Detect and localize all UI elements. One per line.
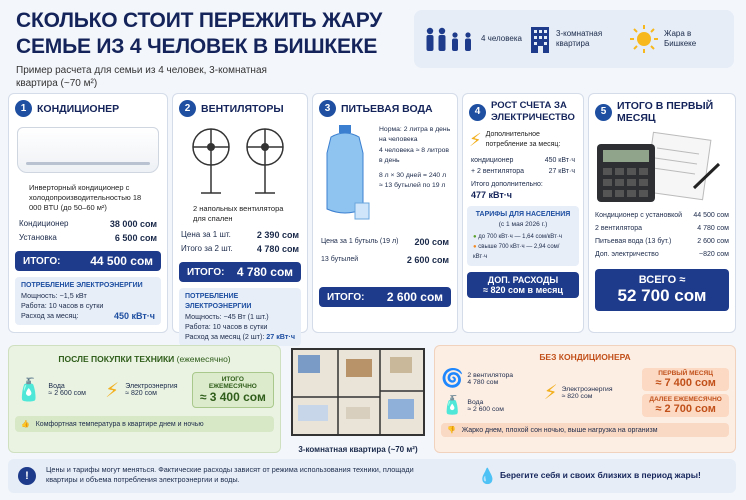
monthly-total-value: ≈ 3 400 сом bbox=[199, 390, 266, 404]
fans-kwh-label: + 2 вентилятора bbox=[471, 168, 525, 175]
water-daily: 4 человека ≈ 8 литров в день bbox=[379, 147, 450, 164]
energy-info bbox=[179, 288, 301, 346]
tariff-low: до 700 кВт·ч — 1,64 сом/кВт·ч bbox=[478, 234, 562, 240]
tariff-heading: ТАРИФЫ ДЛЯ НАСЕЛЕНИЯ bbox=[475, 211, 571, 218]
no-ac-fans-label: 2 вентилятора bbox=[467, 371, 514, 379]
monthly-total-box bbox=[192, 372, 274, 408]
legend-heat bbox=[629, 24, 724, 54]
extra-total-value: 477 кВт·ч bbox=[471, 190, 513, 200]
extra-costs-label: ДОП. РАСХОДЫ bbox=[487, 275, 559, 285]
install-label: Установка bbox=[19, 233, 57, 242]
tariff-high: свыше 700 кВт·ч — 2,94 сом/кВт·ч bbox=[473, 244, 560, 260]
energy-power: Мощность: ~1,5 кВт bbox=[21, 291, 87, 300]
step-number: 3 bbox=[319, 100, 336, 117]
water-bottle-icon: 🧴 bbox=[15, 377, 43, 402]
sum-water-label: Питьевая вода (13 бут.) bbox=[595, 238, 672, 245]
extra-total-label: Итого дополнительно: bbox=[471, 181, 543, 188]
total-bar bbox=[15, 251, 161, 271]
card-title: КОНДИЦИОНЕР bbox=[37, 102, 120, 115]
tariff-low-dot: ● bbox=[473, 234, 477, 240]
fan-price-value: 2 390 сом bbox=[256, 230, 299, 240]
total-bar bbox=[319, 287, 451, 307]
card-fans bbox=[172, 93, 308, 341]
floor-plan-icon bbox=[290, 347, 426, 437]
after-water-value: ≈ 2 600 сом bbox=[48, 390, 86, 397]
sum-water-value: 2 600 сом bbox=[697, 238, 729, 245]
after-purchase-box bbox=[8, 345, 281, 453]
fans-kwh-value: 27 кВт·ч bbox=[548, 168, 575, 175]
install-value: 6 500 сом bbox=[114, 233, 157, 243]
step-number: 2 bbox=[179, 100, 196, 117]
legend-people bbox=[424, 26, 529, 52]
fan-price-label: Цена за 1 шт. bbox=[181, 230, 231, 239]
footer-slogan: Берегите себя и своих близких в период жары! bbox=[500, 470, 701, 480]
no-ac-fans-value: 4 780 сом bbox=[467, 378, 499, 386]
footer bbox=[8, 459, 736, 493]
fans-sum-label: Итого за 2 шт. bbox=[181, 244, 233, 253]
next-months-value: ≈ 2 700 сом bbox=[655, 403, 716, 415]
ac-kwh-value: 450 кВт·ч bbox=[544, 157, 575, 164]
ac-description: Инверторный кондиционер с холодопроизводительностью 18 000 BTU (до 50–60 м²) bbox=[29, 183, 142, 212]
no-ac-note: Жарко днем, плохой сон ночью, выше нагрузка на организм bbox=[461, 426, 658, 434]
lightning-icon: ⚡ bbox=[469, 130, 482, 150]
first-month-value: ≈ 7 400 сом bbox=[655, 377, 716, 389]
no-ac-water-value: ≈ 2 600 сом bbox=[467, 405, 504, 413]
water-month: 8 л × 30 дней = 240 л bbox=[379, 172, 447, 179]
ac-price-label: Кондиционер bbox=[19, 219, 69, 228]
water-norm: Норма: 2 литра в день на человека bbox=[379, 126, 451, 143]
page-title: СКОЛЬКО СТОИТ ПЕРЕЖИТЬ ЖАРУ СЕМЬЕ ИЗ 4 ЧЕЛОВЕК В БИШКЕКЕ bbox=[16, 9, 383, 58]
fans-sum-value: 4 780 сом bbox=[256, 244, 299, 254]
thumbs-down-icon: 👎 bbox=[447, 427, 456, 434]
energy-hours: Работа: 10 часов в сутки bbox=[185, 322, 268, 331]
first-month-box bbox=[642, 368, 729, 391]
grand-total-box bbox=[595, 269, 729, 311]
water-bottles: ≈ 13 бутылей по 19 л bbox=[379, 181, 446, 189]
sum-fans-label: 2 вентилятора bbox=[595, 225, 643, 232]
next-months-box bbox=[642, 394, 729, 417]
sum-ac-label: Кондиционер с установкой bbox=[595, 212, 683, 219]
card-total-first-month bbox=[588, 93, 736, 333]
floor-plan-caption: 3-комнатная квартира (~70 м²) bbox=[298, 445, 418, 454]
bottles-count-label: 13 бутылей bbox=[321, 256, 359, 263]
tariff-info bbox=[467, 206, 579, 266]
card-title: РОСТ СЧЕТА ЗА ЭЛЕКТРИЧЕСТВО bbox=[491, 100, 575, 123]
card-title: ИТОГО В ПЕРВЫЙ МЕСЯЦ bbox=[617, 100, 714, 124]
card-air-conditioner bbox=[8, 93, 168, 333]
info-icon: ! bbox=[18, 467, 36, 485]
energy-power: Мощность: ~45 Вт (1 шт.) bbox=[185, 312, 269, 321]
air-conditioner-icon bbox=[17, 127, 159, 173]
after-water-label: Вода bbox=[48, 383, 65, 390]
no-ac-title: БЕЗ КОНДИЦИОНЕРА bbox=[539, 352, 631, 362]
monthly-total-label: ИТОГО ЕЖЕМЕСЯЧНО bbox=[208, 376, 257, 390]
grand-total-label: ВСЕГО ≈ bbox=[638, 274, 686, 286]
bottle-price-label: Цена за 1 бутыль (19 л) bbox=[321, 238, 399, 245]
total-value: 2 600 сом bbox=[386, 290, 443, 304]
bottles-count-value: 2 600 сом bbox=[406, 255, 449, 265]
lightning-icon: ⚡ bbox=[105, 379, 120, 402]
water-bottle-icon bbox=[317, 123, 375, 223]
page-subtitle: Пример расчета для семьи из 4 человек, 3-комнатная квартира (~70 м²) bbox=[16, 65, 267, 89]
after-electric-value: ≈ 820 сом bbox=[125, 390, 157, 397]
energy-month-label: Расход за месяц (2 шт): bbox=[185, 332, 265, 341]
energy-hours: Работа: 10 часов в сутки bbox=[21, 301, 104, 310]
fan-icon: 🌀 bbox=[441, 368, 464, 388]
bottle-price-value: 200 сом bbox=[414, 237, 449, 247]
energy-month-value: 450 кВт·ч bbox=[113, 311, 155, 321]
step-number: 1 bbox=[15, 100, 32, 117]
legend-flat bbox=[529, 25, 629, 53]
after-title: ПОСЛЕ ПОКУПКИ ТЕХНИКИ bbox=[58, 354, 175, 364]
step-number: 4 bbox=[469, 104, 486, 121]
after-title-sub: (ежемесячно) bbox=[176, 354, 231, 364]
sum-electric-label: Доп. электричество bbox=[595, 251, 659, 258]
total-value: 44 500 сом bbox=[90, 254, 153, 268]
sum-ac-value: 44 500 сом bbox=[693, 212, 729, 219]
card-water bbox=[312, 93, 458, 333]
no-ac-box bbox=[434, 345, 736, 453]
fan-icon bbox=[173, 123, 309, 197]
extra-consumption-label: Дополнительное потребление за месяц: bbox=[485, 131, 561, 148]
total-label: ИТОГО: bbox=[327, 291, 365, 303]
legend bbox=[414, 10, 734, 68]
step-number: 5 bbox=[595, 104, 612, 121]
total-label: ИТОГО: bbox=[187, 266, 225, 278]
total-bar bbox=[179, 262, 301, 282]
water-bottle-icon: 🧴 bbox=[441, 395, 464, 415]
energy-heading: ПОТРЕБЛЕНИЕ ЭЛЕКТРОЭНЕРГИИ bbox=[185, 293, 252, 310]
building-icon bbox=[529, 25, 551, 53]
first-month-label: ПЕРВЫЙ МЕСЯЦ bbox=[658, 370, 713, 377]
lightning-icon: ⚡ bbox=[543, 382, 558, 404]
total-value: 4 780 сом bbox=[236, 265, 293, 279]
footer-disclaimer: Цены и тарифы могут меняться. Фактические расходы зависят от режима использования техники, площади квартиры и объема потребления электроэнергии и воды. bbox=[46, 465, 414, 484]
energy-info bbox=[15, 277, 161, 325]
extra-costs-box bbox=[467, 272, 579, 298]
floor-plan bbox=[290, 347, 426, 453]
family-icon bbox=[424, 26, 476, 52]
water-drop-icon: 💧 bbox=[478, 468, 497, 485]
extra-costs-value: ≈ 820 сом в месяц bbox=[483, 285, 563, 295]
tariff-date: (с 1 мая 2026 г.) bbox=[498, 221, 548, 228]
legend-heat-label: Жара в Бишкеке bbox=[664, 29, 697, 48]
ac-price-value: 38 000 сом bbox=[109, 219, 157, 229]
thumbs-up-icon: 👍 bbox=[21, 421, 30, 428]
no-ac-water-label: Вода bbox=[467, 398, 484, 406]
next-months-label: ДАЛЕЕ ЕЖЕМЕСЯЧНО bbox=[649, 396, 722, 403]
sun-icon bbox=[629, 24, 659, 54]
after-electric-label: Электроэнергия bbox=[125, 383, 178, 390]
legend-people-label: 4 человека bbox=[481, 34, 522, 43]
grand-total-value: 52 700 сом bbox=[617, 286, 707, 305]
no-ac-electric-label: Электроэнергия bbox=[561, 385, 613, 393]
card-electricity bbox=[462, 93, 584, 333]
sum-electric-value: ~820 сом bbox=[699, 251, 729, 258]
no-ac-electric-value: ≈ 820 сом bbox=[561, 392, 593, 400]
total-label: ИТОГО: bbox=[23, 255, 61, 267]
energy-heading: ПОТРЕБЛЕНИЕ ЭЛЕКТРОЭНЕРГИИ bbox=[21, 282, 143, 289]
card-title: ПИТЬЕВАЯ ВОДА bbox=[341, 102, 433, 115]
fans-description: 2 напольных вентилятора для спален bbox=[193, 204, 284, 223]
legend-flat-label: 3-комнатная квартира bbox=[556, 29, 603, 48]
card-title: ВЕНТИЛЯТОРЫ bbox=[201, 102, 284, 115]
energy-month-label: Расход за месяц: bbox=[21, 311, 79, 320]
after-note: Комфортная температура в квартире днем и ночью bbox=[35, 420, 204, 428]
calculator-icon bbox=[589, 130, 737, 204]
sum-fans-value: 4 780 сом bbox=[697, 225, 729, 232]
energy-month-value: 27 кВт·ч bbox=[266, 332, 295, 341]
tariff-high-dot: ● bbox=[473, 244, 477, 250]
ac-kwh-label: кондиционер bbox=[471, 157, 514, 164]
